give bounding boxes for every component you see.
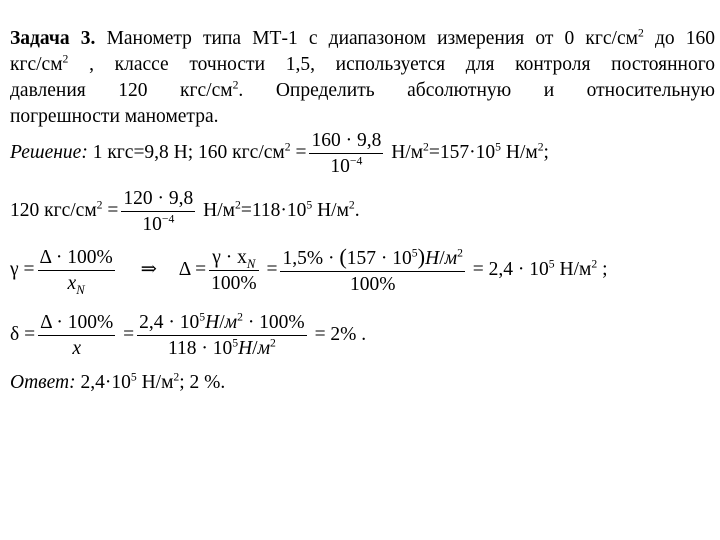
- problem-line-3: давления 120 кгс/$см^2$. Определить абсолютную и относительную: [10, 78, 715, 101]
- fraction-gamma: $\frac{\Delta \cdot 100\%}{x_N}$: [39, 247, 113, 297]
- formula-relative-error: δ = $\frac{\Delta \cdot 100\%}{x}$ = $\frac{2,4 \cdot 10^5Н/м^2 \cdot 100\%}{118 \cdot 10^5Н/м^2}$ = 2% .: [10, 310, 367, 359]
- answer-label: Ответ:: [10, 372, 76, 393]
- fraction-120: $\frac{120 \cdot 9,8}{10^{-4}}$: [123, 188, 194, 235]
- solution-line-1: Решение: 1 кгс=9,8 Н; 160 кгс/$см^2$ = $\frac{160 \cdot 9,8}{10^{-4}}$ $Н/м^2=157\cdot 10^5$ $Н/м^2$;: [10, 130, 549, 177]
- fraction-relative-general: $\frac{\Delta \cdot 100\%}{x}$: [40, 312, 114, 359]
- problem-line-2: кгс/$см^2$ , классе точности 1,5, используется для контроля постоянного: [10, 52, 715, 75]
- solution-label: Решение:: [10, 141, 88, 163]
- answer-line: Ответ: $2,4\cdot 10^5$ $Н/м^2$; 2 %.: [10, 370, 226, 393]
- fraction-relative-numeric: $\frac{2,4 \cdot 10^5Н/м^2 \cdot 100\%}{118 \cdot 10^5Н/м^2}$: [139, 310, 305, 359]
- problem-statement: [10, 26, 715, 130]
- formula-gamma-delta: γ = $\frac{\Delta \cdot 100\%}{x_N}$ ⇒ Δ = $\frac{\gamma \cdot x_N}{100\%}$ = $\frac{1,5\% \cdot (157 \cdot 10^5)Н/м^2}{100\%}$ = $2,4 \cdot 10^5$ $Н/м^2$ ;: [10, 244, 608, 297]
- problem-line-1: Задача 3. Манометр типа МТ-1 с диапазоном измерения от 0 кгс/$см^2$ до 160: [10, 26, 716, 49]
- problem-line-4: погрешности манометра.: [10, 106, 219, 127]
- fraction-delta-numeric: $\frac{1,5\% \cdot (157 \cdot 10^5)Н/м^2}{100\%}$: [282, 244, 463, 295]
- problem-title: Задача 3.: [10, 28, 96, 49]
- solution-line-2: 120 кгс/$см^2$ = $\frac{120 \cdot 9,8}{10^{-4}}$ $Н/м^2=118\cdot 10^5$ $Н/м^2$.: [10, 188, 360, 235]
- fraction-160: $\frac{160 \cdot 9,8}{10^{-4}}$: [311, 130, 382, 177]
- fraction-delta-general: $\frac{\gamma \cdot x_N}{100\%}$: [211, 247, 257, 294]
